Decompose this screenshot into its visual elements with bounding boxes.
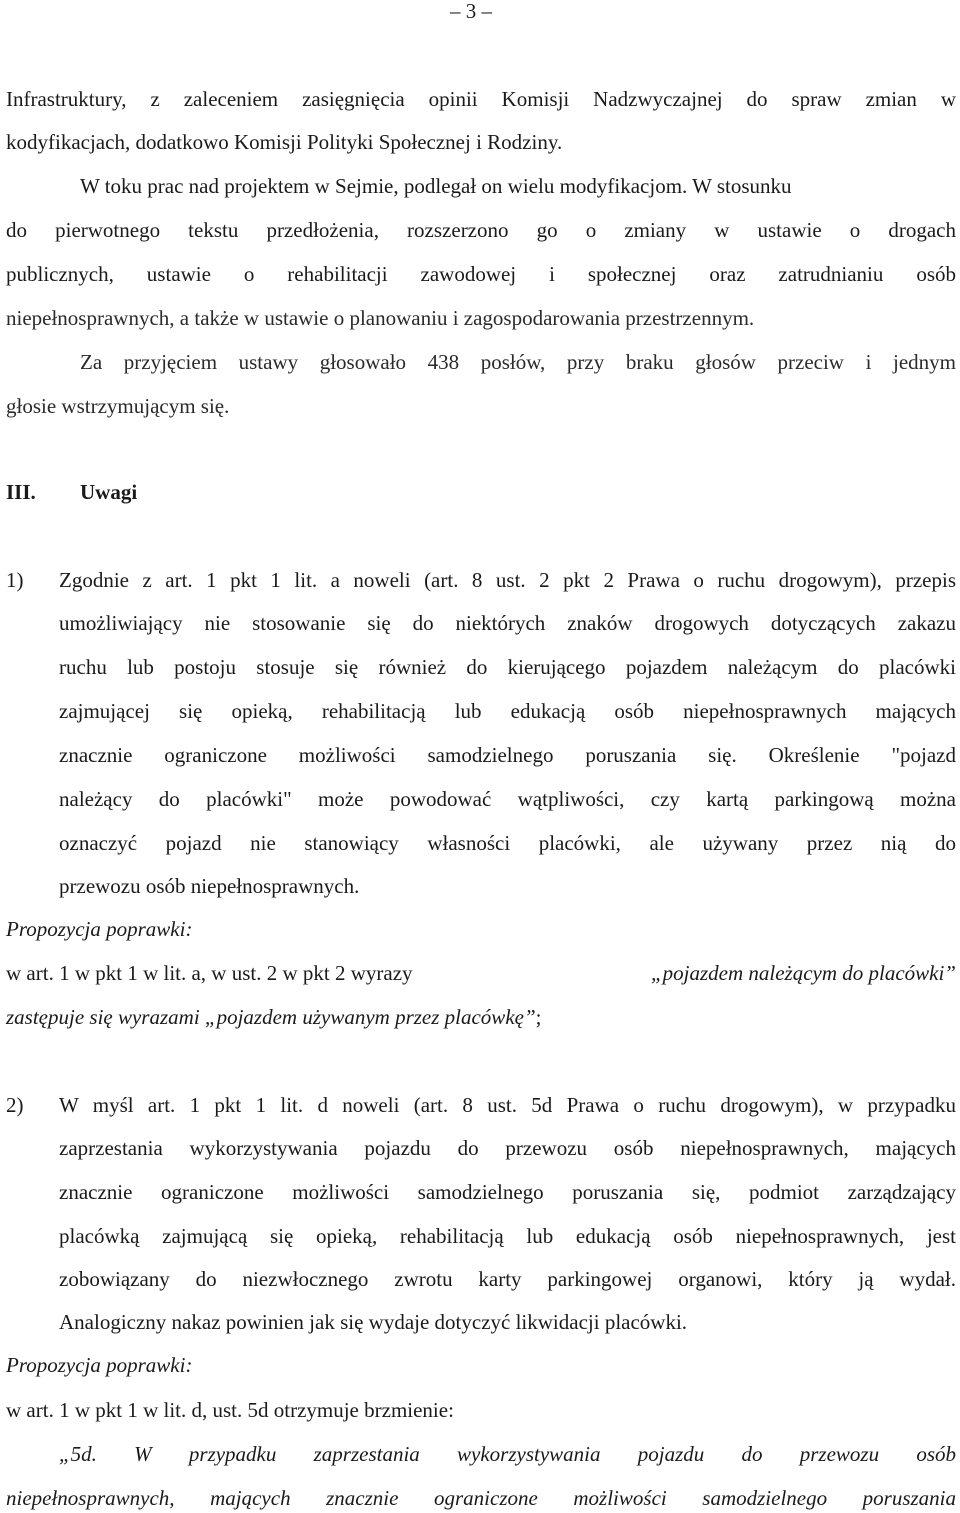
intro-line-3: W toku prac nad projektem w Sejmie, podlegał on wielu modyfikacjom. W stosunku xyxy=(80,174,792,198)
remark-1-line-1: Zgodnie z art. 1 pkt 1 lit. a noweli (art. 8 ust. 2 pkt 2 Prawa o ruchu drogowym), przepis xyxy=(59,568,956,592)
remark-1-number: 1) xyxy=(6,568,24,592)
remark-2-line-3: znacznie ograniczone możliwości samodzielnego poruszania się, podmiot zarządzający xyxy=(59,1180,956,1204)
remark-2-line-6: Analogiczny nakaz powinien jak się wydaje dotyczyć likwidacji placówki. xyxy=(59,1310,688,1334)
page-number: – 3 – xyxy=(450,0,492,23)
intro-line-2: kodyfikacjach, dodatkowo Komisji Polityki Społecznej i Rodziny. xyxy=(6,130,563,154)
remark-2-line-2: zaprzestania wykorzystywania pojazdu do przewozu osób niepełnosprawnych, mających xyxy=(59,1136,956,1160)
remark-2-quote-line-1: „5d. W przypadku zaprzestania wykorzystywania pojazdu do przewozu osób xyxy=(59,1442,956,1466)
remark-1-proposal-line-1 xyxy=(6,958,956,988)
remark-2-proposal-line-1: w art. 1 w pkt 1 w lit. d, ust. 5d otrzymuje brzmienie: xyxy=(6,1398,454,1422)
remark-2-quote-line-2: niepełnosprawnych, mających znacznie ograniczone możliwości samodzielnego poruszania xyxy=(6,1486,956,1510)
remark-1-line-4: zajmującej się opieką, rehabilitacją lub edukacją osób niepełnosprawnych mających xyxy=(59,699,956,723)
remark-2-line-1: W myśl art. 1 pkt 1 lit. d noweli (art. 8 ust. 5d Prawa o ruchu drogowym), w przypadku xyxy=(59,1093,956,1117)
remark-2-line-5: zobowiązany do niezwłocznego zwrotu karty parkingowej organowi, który ją wydał. xyxy=(59,1267,956,1291)
remark-2-number: 2) xyxy=(6,1093,24,1117)
remark-1-line-6: należący do placówki" może powodować wątpliwości, czy kartą parkingową można xyxy=(59,787,956,811)
intro-line-7: Za przyjęciem ustawy głosowało 438 posłów, przy braku głosów przeciw i jednym xyxy=(80,350,956,374)
section-title: Uwagi xyxy=(80,480,138,504)
remark-1-proposal-text: w art. 1 w pkt 1 w lit. a, w ust. 2 w pkt 2 wyrazy xyxy=(6,961,413,985)
remark-1-proposal-label: Propozycja poprawki: xyxy=(6,917,193,941)
intro-line-8: głosie wstrzymującym się. xyxy=(6,394,230,418)
remark-1-line-2: umożliwiający nie stosowanie się do niektórych znaków drogowych dotyczących zakazu xyxy=(59,611,956,635)
remark-1-line-8: przewozu osób niepełnosprawnych. xyxy=(59,874,360,898)
remark-1-line-5: znacznie ograniczone możliwości samodzielnego poruszania się. Określenie "pojazd xyxy=(59,743,956,767)
remark-2-line-4: placówką zajmującą się opieką, rehabilitacją lub edukacją osób niepełnosprawnych, jest xyxy=(59,1224,956,1248)
remark-1-proposal-replacement: zastępuje się wyrazami „pojazdem używanym przez placówkę” xyxy=(6,1005,536,1029)
remark-1-proposal-quote: „pojazdem należącym do placówki” xyxy=(650,961,956,985)
remark-1-proposal-tail: ; xyxy=(535,1005,542,1029)
remark-1-proposal-line-2 xyxy=(6,1002,541,1032)
remark-2-proposal-label: Propozycja poprawki: xyxy=(6,1353,193,1377)
intro-line-4: do pierwotnego tekstu przedłożenia, rozszerzono go o zmiany w ustawie o drogach xyxy=(6,218,956,242)
intro-line-6: niepełnosprawnych, a także w ustawie o planowaniu i zagospodarowania przestrzennym. xyxy=(6,306,755,330)
intro-line-5: publicznych, ustawie o rehabilitacji zawodowej i społecznej oraz zatrudnianiu osób xyxy=(6,262,956,286)
remark-1-line-7: oznaczyć pojazd nie stanowiący własności placówki, ale używany przez nią do xyxy=(59,831,956,855)
remark-1-line-3: ruchu lub postoju stosuje się również do kierującego pojazdem należącym do placówki xyxy=(59,655,956,679)
intro-line-1: Infrastruktury, z zaleceniem zasięgnięcia opinii Komisji Nadzwyczajnej do spraw zmian w xyxy=(6,87,956,111)
section-numeral: III. xyxy=(6,480,36,504)
